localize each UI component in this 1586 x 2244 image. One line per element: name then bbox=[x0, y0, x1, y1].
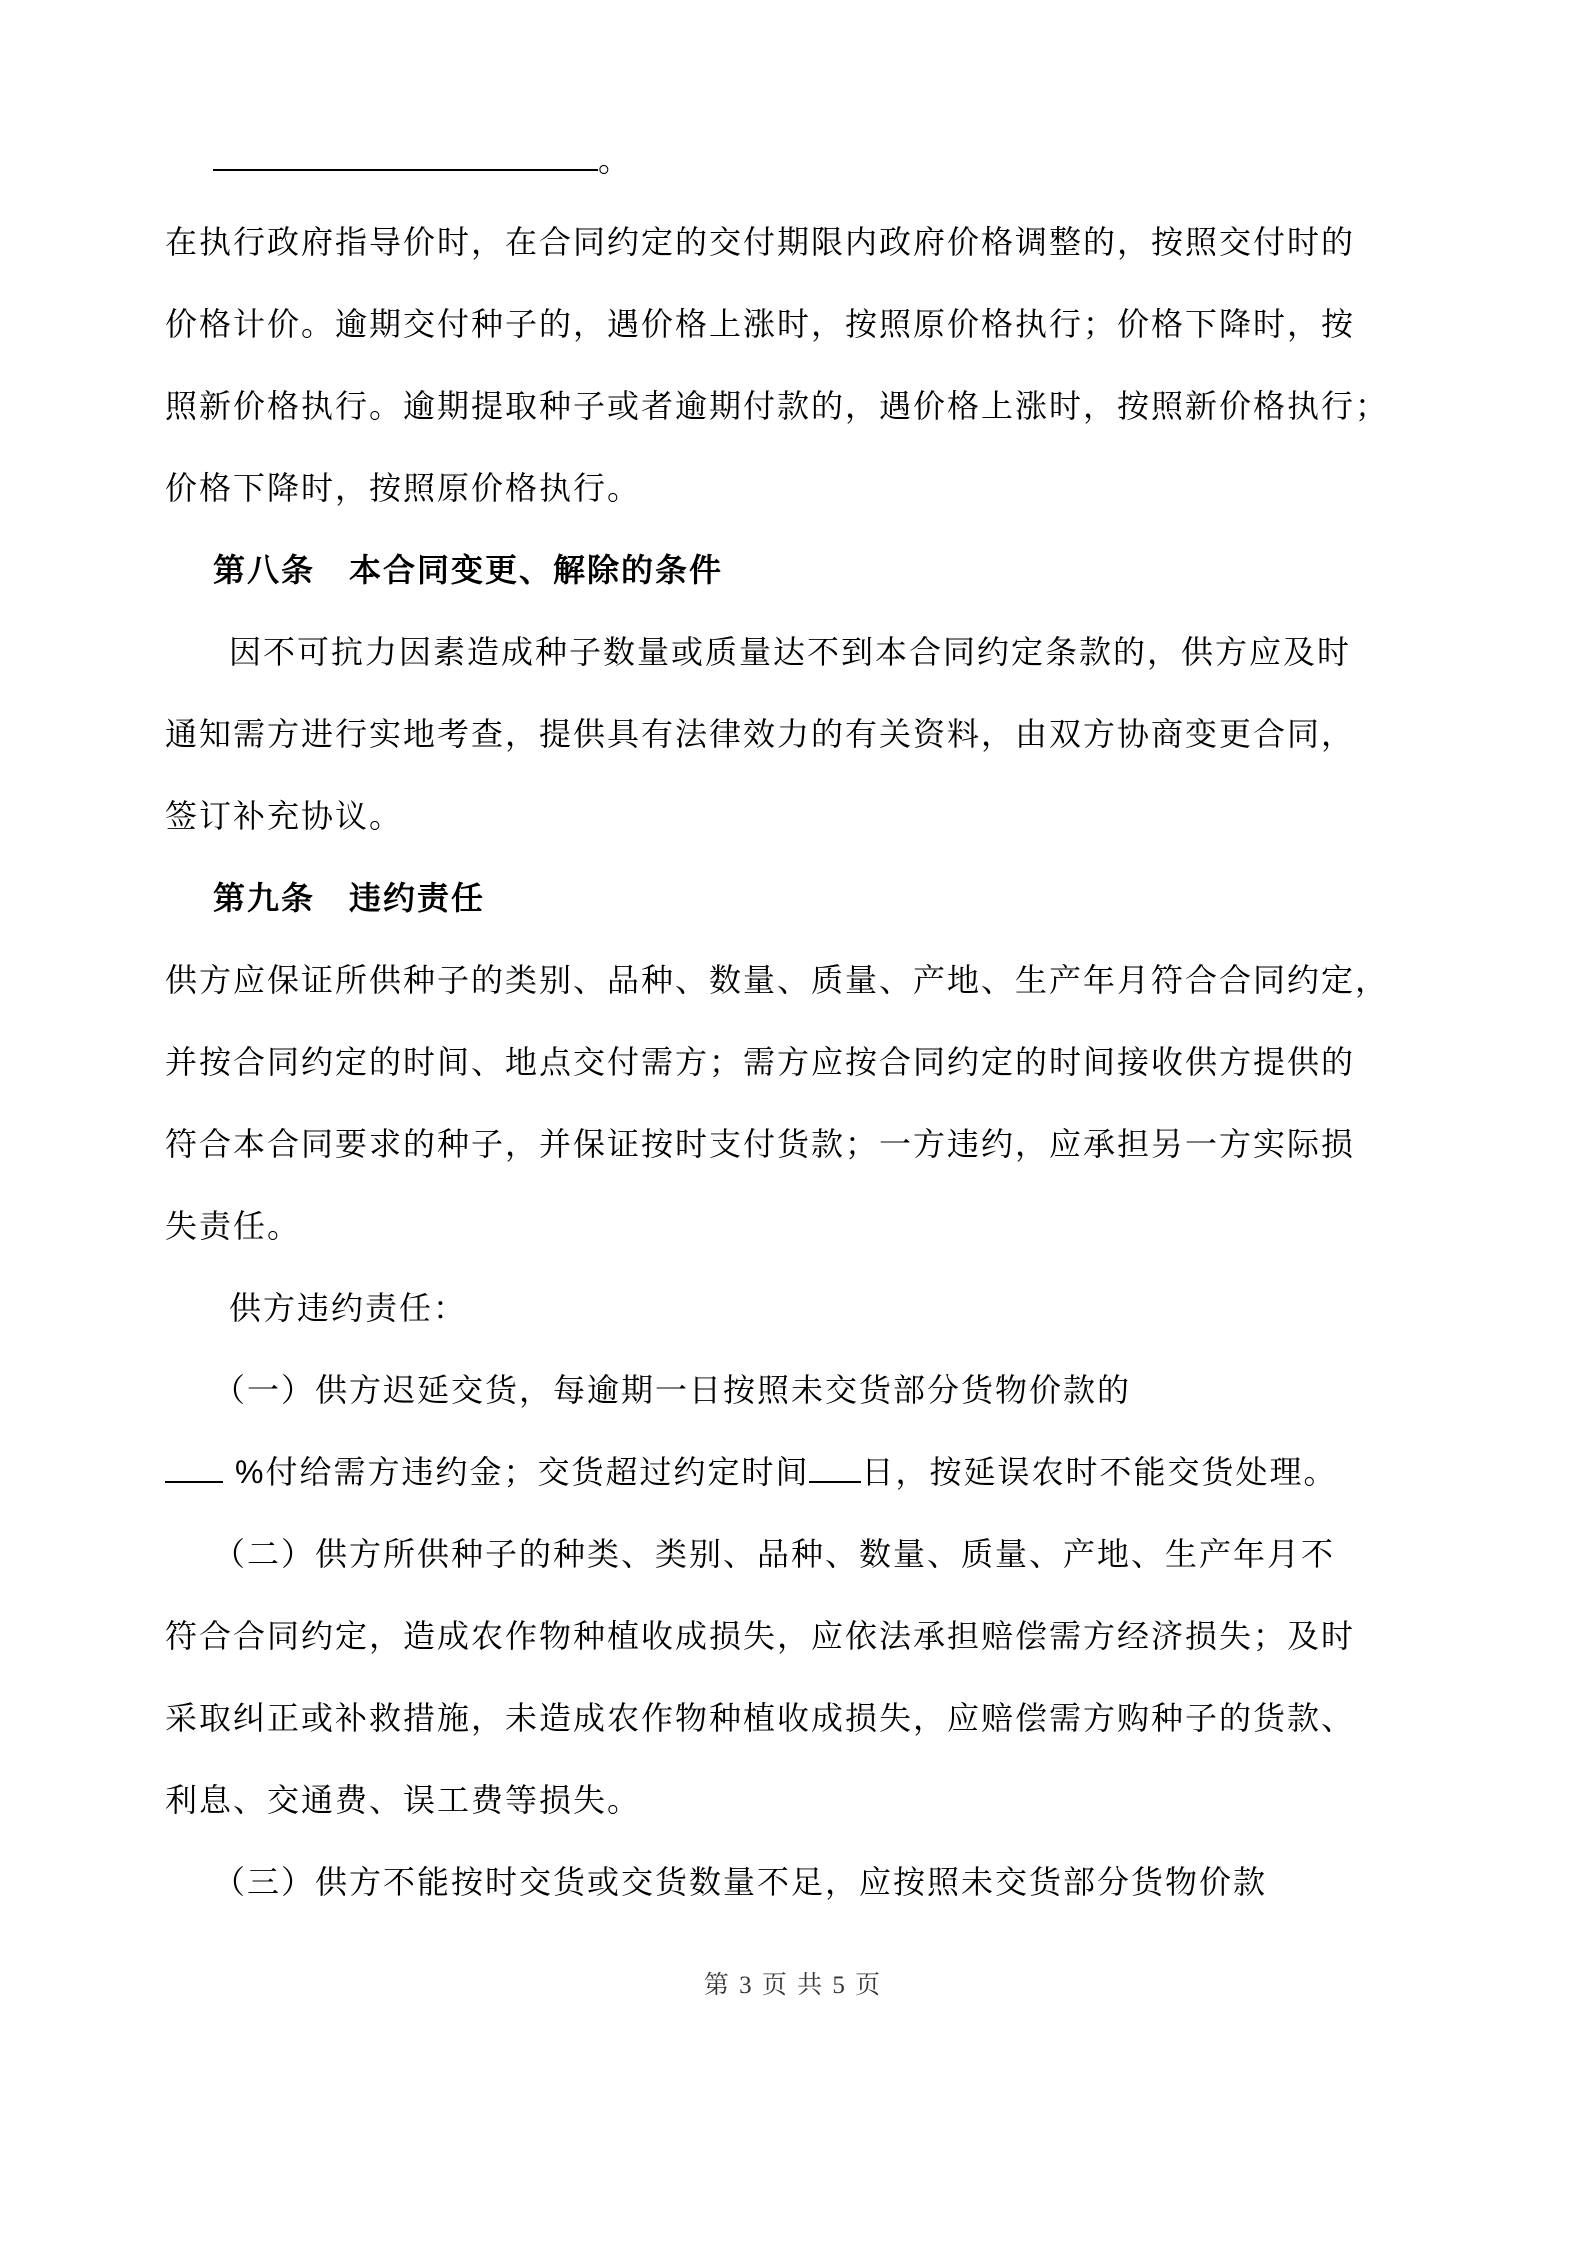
item-1-line-1: （一）供方迟延交货，每逾期一日按照未交货部分货物价款的 bbox=[213, 1372, 1132, 1408]
overdue-days-blank-underline bbox=[809, 1481, 861, 1483]
item-2-line-3: 采取纠正或补救措施，未造成农作物种植收成损失，应赔偿需方购种子的货款、 bbox=[165, 1700, 1356, 1736]
item-1-line-2-text-2: 日，按延误农时不能交货处理。 bbox=[861, 1454, 1338, 1490]
para-force-majeure-line-3: 签订补充协议。 bbox=[165, 798, 404, 834]
item-1-line-2-text-1: %付给需方违约金；交货超过约定时间 bbox=[235, 1454, 810, 1490]
para-liability-line-3: 符合本合同要求的种子，并保证按时支付货款；一方违约，应承担另一方实际损 bbox=[165, 1126, 1356, 1162]
item-2-line-4: 利息、交通费、误工费等损失。 bbox=[165, 1782, 642, 1818]
heading-article-9: 第九条 违约责任 bbox=[213, 880, 486, 916]
item-2-line-1: （二）供方所供种子的种类、类别、品种、数量、质量、产地、生产年月不 bbox=[213, 1536, 1336, 1572]
para-price-adjust-line-3: 照新价格执行。逾期提取种子或者逾期付款的，遇价格上涨时，按照新价格执行； bbox=[165, 388, 1390, 424]
heading-article-8: 第八条 本合同变更、解除的条件 bbox=[213, 552, 724, 588]
item-3-line-1: （三）供方不能按时交货或交货数量不足，应按照未交货部分货物价款 bbox=[213, 1864, 1268, 1900]
para-liability-line-4: 失责任。 bbox=[165, 1208, 302, 1244]
para-price-adjust-line-4: 价格下降时，按照原价格执行。 bbox=[165, 470, 642, 506]
fill-in-blank-underline bbox=[213, 169, 598, 171]
item-2-line-2: 符合合同约定，造成农作物种植收成损失，应依法承担赔偿需方经济损失；及时 bbox=[165, 1618, 1356, 1654]
item-1-line-2 bbox=[165, 1431, 1421, 1513]
para-force-majeure-line-2: 通知需方进行实地考查，提供具有法律效力的有关资料，由双方协商变更合同， bbox=[165, 716, 1356, 752]
para-liability-line-1: 供方应保证所供种子的类别、品种、数量、质量、产地、生产年月符合合同约定， bbox=[165, 962, 1390, 998]
para-price-adjust-line-1: 在执行政府指导价时，在合同约定的交付期限内政府价格调整的，按照交付时的 bbox=[165, 224, 1356, 260]
para-liability-line-2: 并按合同约定的时间、地点交付需方；需方应按合同约定的时间接收供方提供的 bbox=[165, 1044, 1356, 1080]
supplier-liability-heading: 供方违约责任： bbox=[229, 1290, 468, 1326]
contract-body bbox=[165, 119, 1421, 1923]
para-price-adjust-line-2: 价格计价。逾期交付种子的，遇价格上涨时，按照原价格执行；价格下降时，按 bbox=[165, 306, 1356, 342]
fill-in-blank-period: 。 bbox=[598, 142, 633, 178]
fill-in-blank-line bbox=[165, 119, 1421, 201]
page-number-footer: 第 3 页 共 5 页 bbox=[703, 1972, 883, 1999]
para-force-majeure-line-1: 因不可抗力因素造成种子数量或质量达不到本合同约定条款的，供方应及时 bbox=[229, 634, 1352, 670]
penalty-percent-blank-underline bbox=[165, 1481, 223, 1483]
